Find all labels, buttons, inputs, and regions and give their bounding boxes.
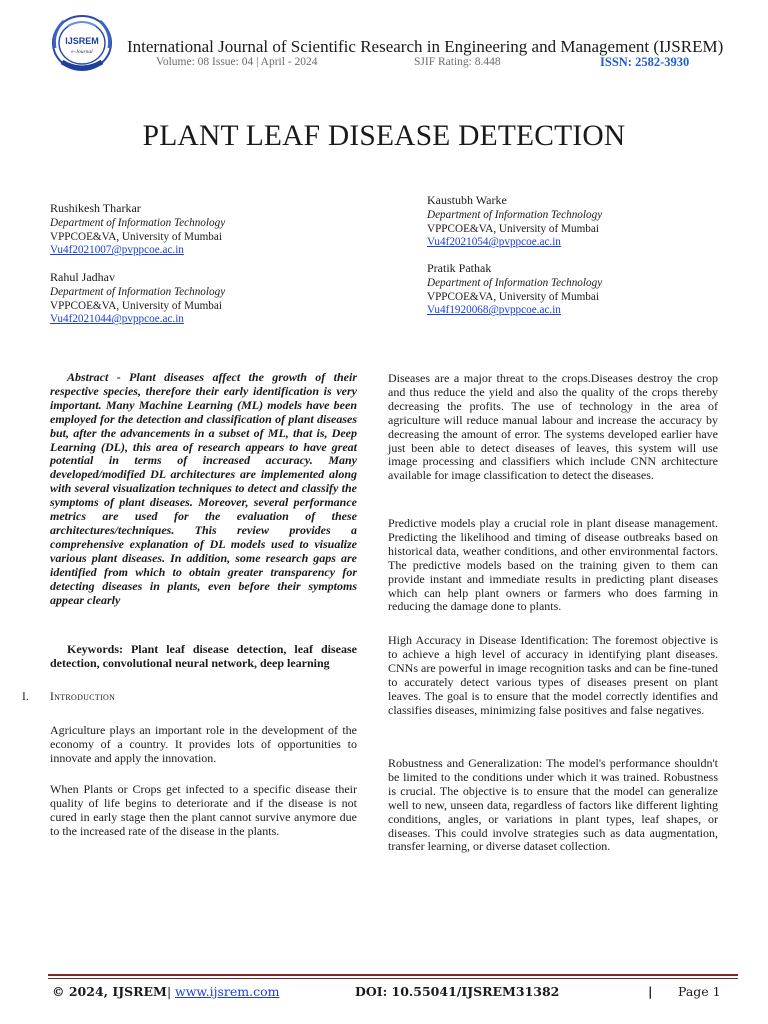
author-block xyxy=(427,261,727,318)
footer-divider xyxy=(48,978,738,979)
author-name: Rushikesh Tharkar xyxy=(50,201,141,215)
author-department: Department of Information Technology xyxy=(427,277,603,289)
author-affiliation: VPPCOE&VA, University of Mumbai xyxy=(50,299,222,312)
author-block xyxy=(50,270,350,327)
author-department: Department of Information Technology xyxy=(427,209,603,221)
author-email-link[interactable]: Vu4f1920068@pvppcoe.ac.in xyxy=(427,304,561,317)
sjif-rating: SJIF Rating: 8.448 xyxy=(414,56,501,68)
author-name: Pratik Pathak xyxy=(427,261,492,275)
author-email-link[interactable]: Vu4f2021007@pvppcoe.ac.in xyxy=(50,244,184,257)
keywords: Keywords: Plant leaf disease detection, leaf disease detection, convolutional neural network, deep learning xyxy=(50,642,357,670)
footer-page-number: Page 1 xyxy=(678,984,721,999)
footer-doi: DOI: 10.55041/IJSREM31382 xyxy=(355,984,560,999)
volume-issue: Volume: 08 Issue: 04 | April - 2024 xyxy=(156,56,318,68)
section-heading: Introduction xyxy=(50,691,116,703)
intro-paragraph: Agriculture plays an important role in the development of the economy of a country. It provides lots of opportunities to innovate and apply the innovation. xyxy=(50,723,357,765)
author-affiliation: VPPCOE&VA, University of Mumbai xyxy=(427,222,599,235)
section-number: I. xyxy=(22,691,29,703)
issn: ISSN: 2582-3930 xyxy=(600,55,690,69)
footer-website-link[interactable]: www.ijsrem.com xyxy=(175,984,280,999)
footer-divider xyxy=(48,974,738,976)
author-name: Rahul Jadhav xyxy=(50,270,115,284)
author-block xyxy=(50,201,350,258)
intro-paragraph: When Plants or Crops get infected to a specific disease their quality of life begins to deteriorate and if the disease is not cured in early stage then the plant cannot survive anymore due to the increased rate of the disease in the plants. xyxy=(50,782,357,838)
author-name: Kaustubh Warke xyxy=(427,193,507,207)
svg-text:e-Journal: e-Journal xyxy=(71,49,93,55)
author-email-link[interactable]: Vu4f2021044@pvppcoe.ac.in xyxy=(50,313,184,326)
body-paragraph: Diseases are a major threat to the crops.Diseases destroy the crop and thus reduce the yield and also the quality of the crops thereby decreasing the profits. The use of technology in the area of agriculture will reduce manual labour and increase the accuracy by decreasing the amount of error. The systems developed earlier have just been able to detect diseases of leaves, this system will use image processing and classifiers which include CNN architecture available for image classification to detect the diseases. xyxy=(388,371,718,483)
body-paragraph: High Accuracy in Disease Identification: The foremost objective is to achieve a high level of accuracy in identifying plant diseases. CNNs are powerful in image recognition tasks and can be fine-tuned to accurately detect various types of diseases present on plant leaves. The goal is to ensure that the model correctly identifies and classifies diseases, minimizing false positives and false negatives. xyxy=(388,633,718,717)
svg-text:IJSREM: IJSREM xyxy=(65,36,99,46)
journal-title: International Journal of Scientific Research in Engineering and Management (IJSREM) xyxy=(127,37,724,56)
author-department: Department of Information Technology xyxy=(50,217,226,229)
author-department: Department of Information Technology xyxy=(50,286,226,298)
journal-logo xyxy=(48,12,116,74)
footer-separator: | xyxy=(167,984,172,999)
paper-title: PLANT LEAF DISEASE DETECTION xyxy=(142,120,626,152)
author-block xyxy=(427,193,727,250)
body-paragraph: Predictive models play a crucial role in plant disease management. Predicting the likelihood and timing of disease outbreaks based on historical data, weather conditions, and other environmental factors. The predictive models based on the training given to them can provide instant and immediate results in predicting plant diseases which can help plant owners or farmers who does farming in reducing the damage done to plants. xyxy=(388,516,718,614)
abstract: Abstract - Plant diseases affect the growth of their respective species, therefore their early identification is very important. Many Machine Learning (ML) models have been employed for the detection and classification of plant diseases but, after the advancements in a subset of ML, that is, Deep Learning (DL), this area of research appears to have great potential in terms of increased accuracy. Many developed/modified DL architectures are implemented along with several visualization techniques to detect and classify the symptoms of plant diseases. Moreover, several performance metrics are used for the evaluation of these architectures/techniques. This review provides a comprehensive explanation of DL models used to visualize various plant diseases. In addition, some research gaps are identified from which to obtain greater transparency for detecting diseases in plants, even before their symptoms appear clearly xyxy=(50,370,357,607)
footer-separator: | xyxy=(648,984,653,999)
author-email-link[interactable]: Vu4f2021054@pvppcoe.ac.in xyxy=(427,236,561,249)
author-affiliation: VPPCOE&VA, University of Mumbai xyxy=(427,290,599,303)
body-paragraph: Robustness and Generalization: The model's performance shouldn't be limited to the conditions under which it was trained. Robustness is crucial. The objective is to ensure that the model can generalize well to new, unseen data, regardless of factors like different lighting conditions, angles, or variations in plant types, leaf shapes, or diseases. This could involve strategies such as data augmentation, transfer learning, or diverse dataset collection. xyxy=(388,756,718,854)
footer-copyright: © 2024, IJSREM xyxy=(52,984,167,999)
author-affiliation: VPPCOE&VA, University of Mumbai xyxy=(50,230,222,243)
